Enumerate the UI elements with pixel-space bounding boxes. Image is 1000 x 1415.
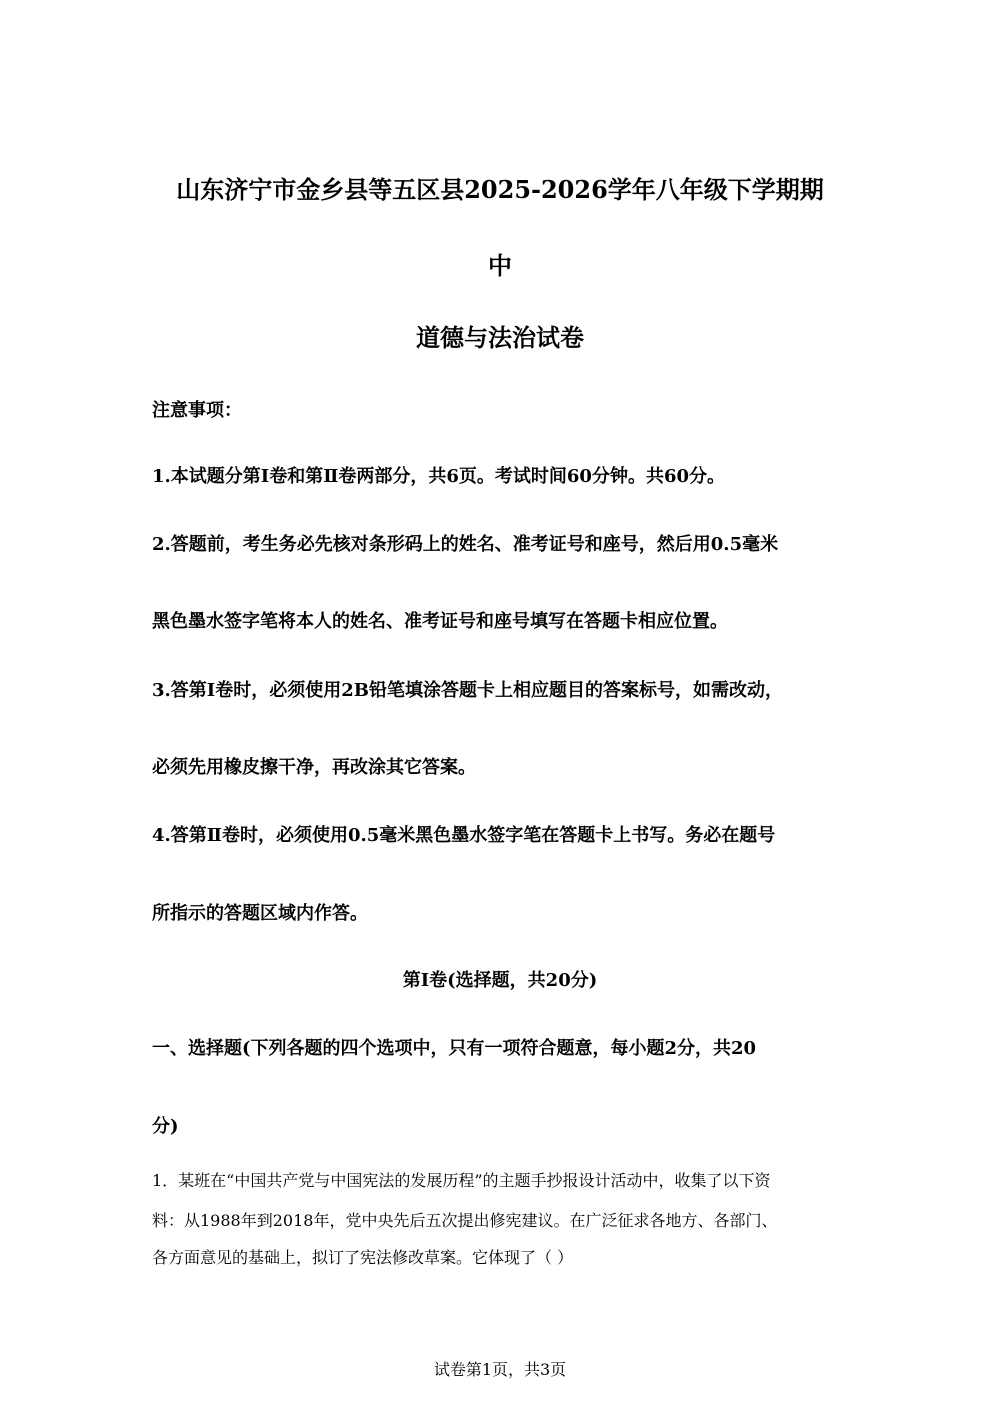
page-footer: 试卷第1页，共3页 [433, 1360, 567, 1379]
notice-line-3: 黑色墨水签字笔将本人的姓名、准考证号和座号填写在答题卡相应位置。 [152, 611, 728, 632]
notice-line-6: 4.答第Ⅱ卷时，必须使用0.5毫米黑色墨水签字笔在答题卡上书写。务必在题号 [152, 825, 776, 846]
notice-line-1: 1.本试题分第Ⅰ卷和第Ⅱ卷两部分，共6页。考试时间60分钟。共60分。 [152, 466, 726, 487]
exam-subject: 道德与法治试卷 [416, 323, 584, 352]
notice-line-4: 3.答第Ⅰ卷时，必须使用2B铅笔填涂答题卡上相应题目的答案标号，如需改动， [152, 680, 783, 701]
notice-line-7: 所指示的答题区域内作答。 [152, 903, 368, 924]
exam-title-line2: 中 [488, 251, 512, 280]
notice-heading: 注意事项： [152, 400, 242, 421]
notice-line-5: 必须先用橡皮擦干净，再改涂其它答案。 [152, 757, 476, 778]
question-1-line1: 1．某班在“中国共产党与中国宪法的发展历程”的主题手抄报设计活动中，收集了以下资 [152, 1171, 771, 1190]
notice-line-2: 2.答题前，考生务必先核对条形码上的姓名、准考证号和座号，然后用0.5毫米 [152, 534, 779, 555]
section-instruction-line1: 一、选择题(下列各题的四个选项中，只有一项符合题意，每小题2分，共20 [152, 1038, 757, 1059]
section-instruction-line2: 分) [152, 1116, 179, 1137]
question-1-line3: 各方面意见的基础上，拟订了宪法修改草案。它体现了（ ） [152, 1248, 574, 1267]
exam-title-line1: 山东济宁市金乡县等五区县2025-2026学年八年级下学期期 [176, 175, 824, 204]
question-1-line2: 料：从1988年到2018年，党中央先后五次提出修宪建议。在广泛征求各地方、各部门、 [152, 1211, 778, 1230]
part-title: 第Ⅰ卷(选择题，共20分) [402, 970, 598, 991]
